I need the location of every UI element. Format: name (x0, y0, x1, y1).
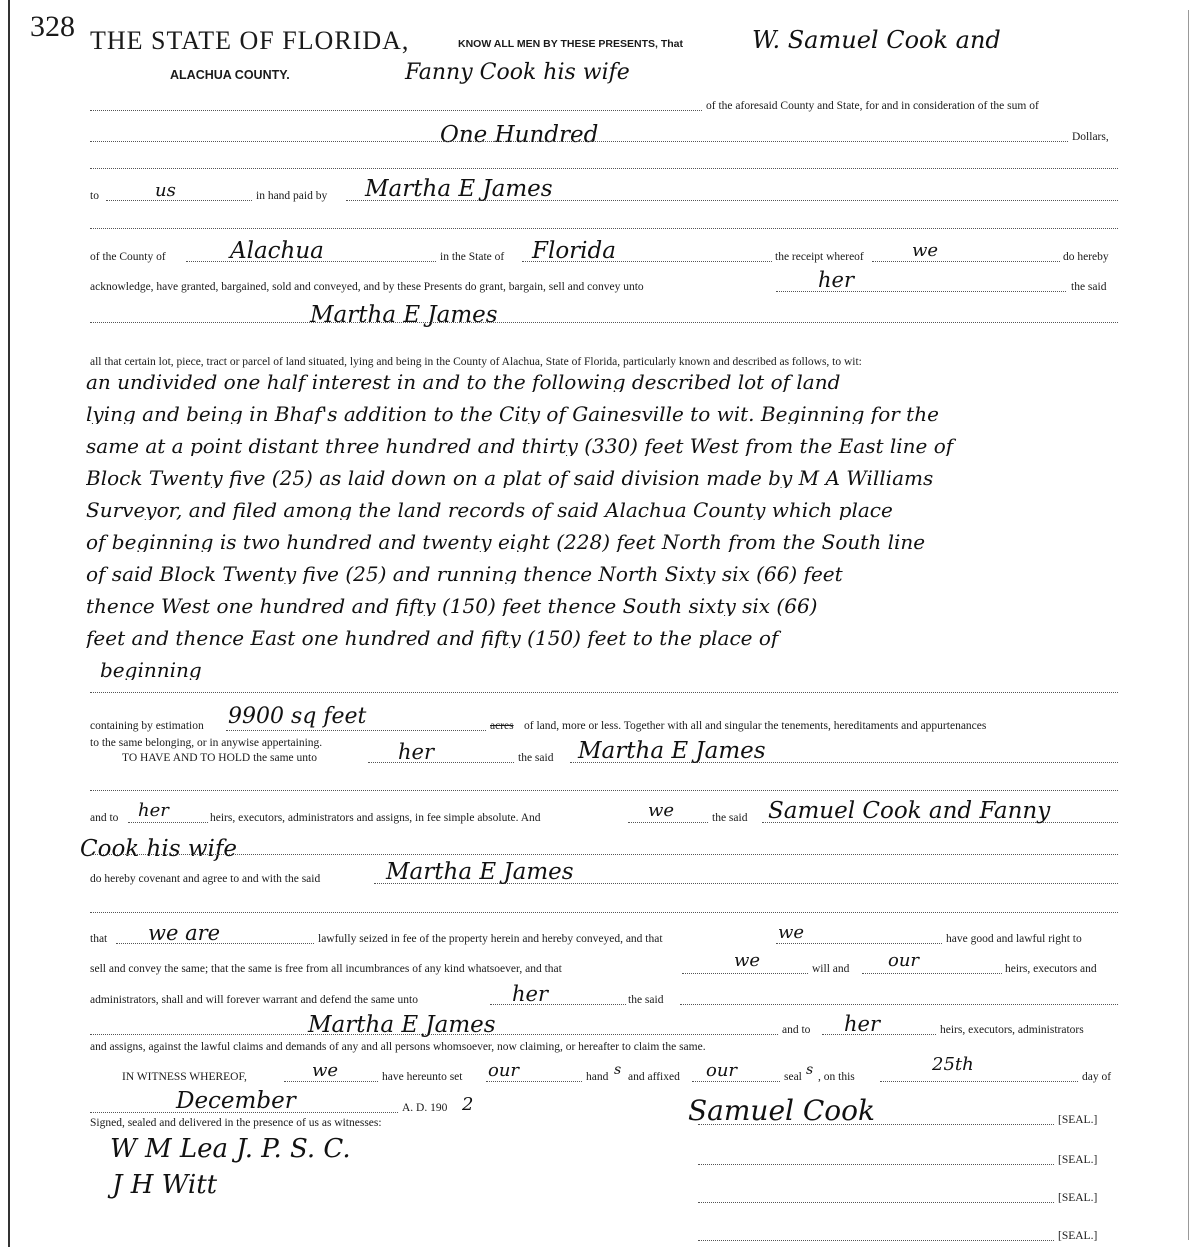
and-we-hw: we (648, 800, 675, 821)
description-line: feet and thence East one hundred and fifty (150) feet to the place of (86, 628, 779, 648)
grantor-names-hw-2: Fanny Cook his wife (405, 60, 630, 85)
know-all-men: KNOW ALL MEN BY THESE PRESENTS, That (458, 38, 683, 50)
good-right-text: have good and lawful right to (946, 933, 1082, 945)
witness-1-hw: W M Lea J. P. S. C. (110, 1134, 351, 1164)
heirs-exec2-text: heirs, executors and (1005, 963, 1097, 975)
county-of-text: of the County of (90, 251, 166, 263)
dotted-line (872, 261, 1060, 262)
state-of-text: in the State of (440, 251, 505, 263)
receipt-text: the receipt whereof (775, 251, 864, 263)
to-same-text: to the same belonging, or in anywise appertaining. (90, 737, 323, 749)
sell-convey-text: sell and convey the same; that the same is free from all incumbrances of any kind whatsoever, and that (90, 963, 562, 975)
description-line: of beginning is two hundred and twenty eight (228) feet North from the South line (86, 532, 926, 552)
aforesaid-text: of the aforesaid County and State, for and in consideration of the sum of (706, 100, 1039, 112)
to-whom-hw: us (155, 180, 176, 201)
the-said-text-2: the said (518, 752, 554, 764)
that-text: that (90, 933, 108, 945)
dotted-line (692, 1081, 780, 1082)
heirs-exec-text: heirs, executors, administrators and assigns, in fee simple absolute. And (210, 812, 541, 824)
seal-label-4: [SEAL.] (1058, 1230, 1098, 1242)
description-line: same at a point distant three hundred and thirty (330) feet West from the East line of (86, 436, 954, 456)
sum-hw: One Hundred (440, 122, 599, 148)
witness-2-hw: J H Witt (112, 1170, 218, 1200)
defend-unto-hw: her (512, 982, 548, 1006)
do-hereby-text: do hereby (1063, 251, 1109, 263)
acknowledge-text: acknowledge, have granted, bargained, sold and conveyed, and by these Presents do grant, bargain, sell and convey unto (90, 281, 644, 293)
grantor-names-hw: W. Samuel Cook and (752, 26, 1001, 54)
paid-by-hw: Martha E James (365, 176, 553, 202)
that-we2-hw: we (778, 922, 805, 943)
dotted-line (682, 973, 808, 974)
description-line: beginning (100, 660, 202, 680)
day-hw: 25th (932, 1054, 974, 1075)
description-line: thence West one hundred and fifty (150) feet thence South sixty six (66) (86, 596, 818, 616)
signature-hw: Samuel Cook (688, 1094, 875, 1127)
seal-label-3: [SEAL.] (1058, 1192, 1098, 1204)
page-left-edge (8, 0, 10, 1247)
on-this-text: , on this (818, 1071, 855, 1083)
day-of-text: day of (1082, 1071, 1112, 1083)
description-line: lying and being in Bhaf's addition to the City of Gainesville to wit. Beginning for the (86, 404, 939, 424)
set-our-hw: our (488, 1060, 520, 1081)
and-to-hw: her (138, 800, 169, 821)
defend-said-hw: Martha E James (308, 1012, 496, 1038)
dotted-line (90, 110, 702, 111)
dotted-line (368, 762, 514, 763)
have-said-hw: Martha E James (578, 738, 766, 764)
state-hw: Florida (532, 238, 616, 264)
hand-text: hand (586, 1071, 609, 1083)
dotted-line (90, 322, 1118, 323)
all-that-text: all that certain lot, piece, tract or parcel of land situated, lying and being in the County of Alachua, State of Florida, particularly known and described as follows, to wit: (90, 356, 862, 368)
will-our-hw: our (888, 950, 920, 971)
dotted-line (698, 1164, 1054, 1165)
dotted-line (698, 1124, 1054, 1125)
dotted-line (226, 730, 486, 731)
lawfully-text: lawfully seized in fee of the property herein and hereby conveyed, and that (318, 933, 663, 945)
dotted-line (486, 1081, 582, 1082)
covenant-text: do hereby covenant and agree to and with the said (90, 873, 321, 885)
dotted-line (698, 1240, 1054, 1241)
dotted-line (90, 141, 1068, 142)
grantor-said-hw-2: Cook his wife (80, 836, 237, 862)
dotted-line (880, 1081, 1078, 1082)
that-we-hw: we are (148, 921, 221, 945)
and-to2-text: and to (782, 1024, 811, 1036)
in-witness-text: IN WITNESS WHEREOF, (122, 1071, 247, 1083)
have-hereunto-text: have hereunto set (382, 1071, 463, 1083)
the-said-text-4: the said (628, 994, 664, 1006)
have-unto-hw: her (398, 740, 434, 764)
dotted-line (90, 168, 1118, 169)
seal-label-1: [SEAL.] (1058, 1114, 1098, 1126)
dotted-line (106, 200, 252, 201)
county-title: ALACHUA COUNTY. (170, 68, 290, 82)
dotted-line (680, 1004, 1118, 1005)
heirs-exec3-text: heirs, executors, administrators (940, 1024, 1084, 1036)
dotted-line (128, 822, 208, 823)
dollars-text: Dollars, (1072, 131, 1109, 143)
dotted-line (698, 1202, 1054, 1203)
paid-by-text: in hand paid by (256, 190, 328, 202)
signed-text: Signed, sealed and delivered in the presence of us as witnesses: (90, 1117, 382, 1129)
dotted-line (90, 912, 1118, 913)
receipt-we-hw: we (912, 240, 939, 261)
covenant-with-hw: Martha E James (386, 859, 574, 885)
month-hw: December (176, 1088, 296, 1114)
dotted-line (90, 854, 1118, 855)
containing-text: containing by estimation (90, 720, 204, 732)
description-line: of said Block Twenty five (25) and running thence North Sixty six (66) feet (86, 564, 843, 584)
description-line: Surveyor, and filed among the land records of said Alachua County which place (86, 500, 893, 520)
affixed-our-hw: our (706, 1060, 738, 1081)
seal-text: seal (784, 1071, 802, 1083)
seal-s-hw: s (806, 1062, 814, 1078)
and-assigns-text: and assigns, against the lawful claims and demands of any and all persons whomsoever, now claiming, or hereafter to claim the same. (90, 1041, 706, 1053)
to-have-text: TO HAVE AND TO HOLD the same unto (122, 752, 317, 764)
county-hw: Alachua (230, 238, 324, 264)
the-said-text: the said (1071, 281, 1107, 293)
dotted-line (862, 973, 1002, 974)
grantor-said-hw: Samuel Cook and Fanny (768, 798, 1051, 824)
of-land-text: of land, more or less. Together with all and singular the tenements, hereditaments and appurtenances (524, 720, 987, 732)
and-to-her-hw: her (844, 1012, 880, 1036)
dotted-line (628, 822, 708, 823)
description-line: Block Twenty five (25) as laid down on a plat of said division made by M A Williams (86, 468, 934, 488)
and-that-we-hw: we (734, 950, 761, 971)
page-number: 328 (30, 10, 75, 43)
and-to-text: and to (90, 812, 119, 824)
administrators-text: administrators, shall and will forever warrant and defend the same unto (90, 994, 418, 1006)
acres-struck-text: acres (490, 720, 514, 732)
unto-hw: her (818, 268, 854, 292)
hand-s-hw: s (614, 1062, 622, 1078)
page-right-edge (1188, 10, 1189, 1240)
witness-we-hw: we (312, 1060, 339, 1081)
dotted-line (284, 1081, 378, 1082)
said-name-hw: Martha E James (310, 302, 498, 328)
estimation-hw: 9900 sq feet (228, 704, 367, 729)
and-affixed-text: and affixed (628, 1071, 680, 1083)
dotted-line (90, 1034, 778, 1035)
description-line: an undivided one half interest in and to the following described lot of land (86, 372, 841, 392)
dotted-line (490, 1004, 626, 1005)
state-title: THE STATE OF FLORIDA, (90, 26, 410, 55)
year-digit-hw: 2 (462, 1094, 474, 1115)
to-text: to (90, 190, 99, 202)
will-and-text: will and (812, 963, 850, 975)
dotted-line (90, 228, 1118, 229)
dotted-line (90, 790, 1118, 791)
the-said-text-3: the said (712, 812, 748, 824)
ad-text: A. D. 190 (402, 1102, 448, 1114)
dotted-line (90, 692, 1118, 693)
seal-label-2: [SEAL.] (1058, 1154, 1098, 1166)
dotted-line (776, 943, 942, 944)
